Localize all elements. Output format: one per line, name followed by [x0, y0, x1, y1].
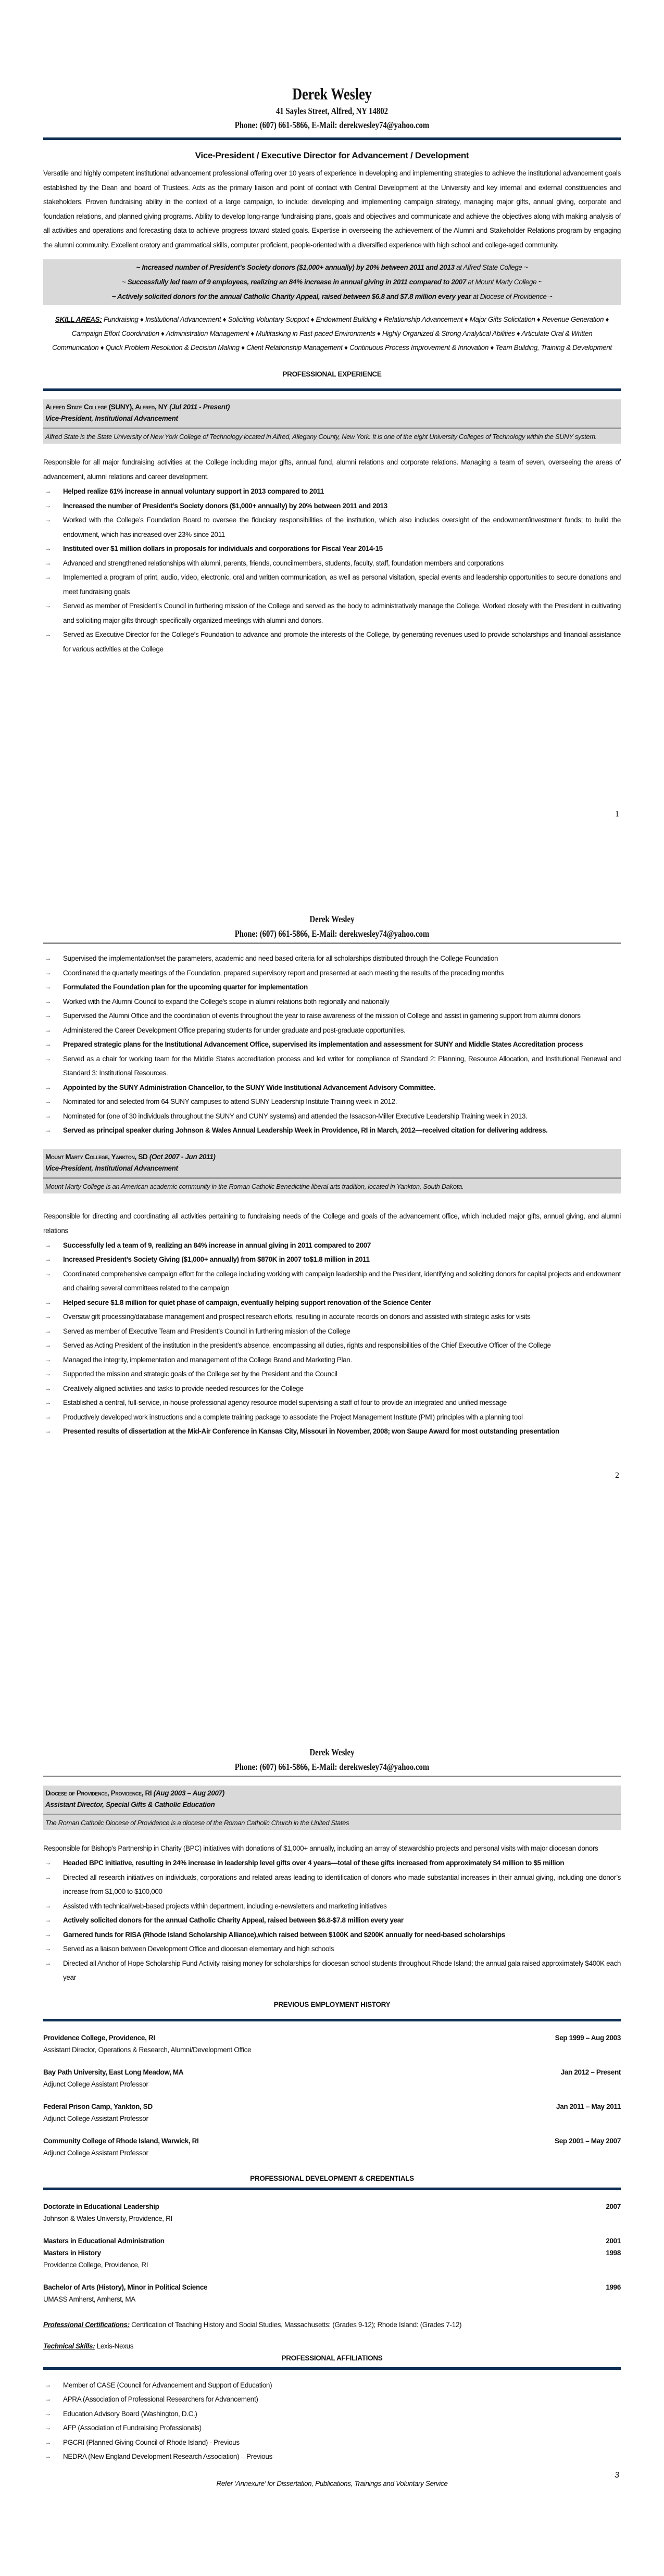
achievement-item: → Assisted with technical/web-based projects within department, including e-newsletters and marketing initiatives — [43, 1899, 621, 1914]
education-entry — [43, 2201, 621, 2225]
achievement-item: → Garnered funds for RISA (Rhode Island Scholarship Alliance),which raised between $100K and $200K annually for need-based scholarships — [43, 1928, 621, 1942]
achievement-item: → Coordinated the quarterly meetings of the Foundation, prepared supervisory report and presented at each meeting the results of the preceding months — [43, 966, 621, 981]
job-responsibilities: Responsible for directing and coordinating all activities pertaining to fundraising needs of the College and goals of the advancement office, which included major gifts, annual giving, and alumni relations — [43, 1212, 621, 1235]
job-title: Adjunct College Assistant Professor — [43, 2148, 148, 2157]
technical-skills: Technical Skills: Lexis-Nexus — [43, 2342, 134, 2350]
degree-name: Doctorate in Educational Leadership — [43, 2202, 159, 2210]
achievement-item: → Established a central, full-service, in-house professional agency resource model supervising a staff of four to provide an integrated and unified message — [43, 1396, 621, 1410]
employer-description: The Roman Catholic Diocese of Providence is a diocese of the Roman Catholic Church in the United States — [45, 1819, 349, 1827]
professional-certifications: Professional Certifications: Certification of Teaching History and Social Studies, Massachusetts: (Grades 9-12); Rhode Island: (Grades 7-12) — [43, 2320, 462, 2329]
achievement-item: → Creatively aligned activities and tasks to provide needed resources for the College — [43, 1381, 621, 1396]
achievement-item: → Helped realize 61% increase in annual voluntary support in 2013 compared to 2011 — [43, 484, 621, 499]
section-divider — [43, 2019, 621, 2021]
degree-year: 1998 — [606, 2248, 621, 2257]
education-entry — [43, 2281, 621, 2305]
resume-title: Vice-President / Executive Director for Advancement / Development — [195, 150, 469, 160]
affiliation-item: → APRA (Association of Professional Researchers for Advancement) — [43, 2392, 621, 2407]
achievement-item: → Actively solicited donors for the annual Catholic Charity Appeal, raised between $6.8-$7.8 million every year — [43, 1913, 621, 1928]
achievement-item: → Served as a chair for working team for the Middle States accreditation process and led writer for compliance of Standard 2: Planning, Resource Allocation, and Institutional Renewal and Standard 3: Institutional Resources. — [43, 1052, 621, 1080]
job-title: Adjunct College Assistant Professor — [43, 2114, 148, 2122]
employer-name: Mount Marty College, Yankton, SD — [45, 1152, 148, 1161]
degree-name: Bachelor of Arts (History), Minor in Political Science — [43, 2283, 208, 2291]
job-title: Assistant Director, Special Gifts & Catholic Education — [45, 1801, 215, 1808]
previous-employment-entry — [43, 2135, 621, 2159]
affiliation-item: → AFP (Association of Fundraising Professionals) — [43, 2421, 621, 2435]
achievement-item: → Increased the number of President’s Society donors ($1,000+ annually) by 20% between 2011 and 2013 — [43, 499, 621, 513]
candidate-contact: Phone: (607) 661-5866, E-Mail: derekwesley74@yahoo.com — [234, 928, 430, 939]
employment-dates: Sep 1999 – Aug 2003 — [555, 2033, 621, 2042]
job-responsibilities: Responsible for all major fundraising activities at the College including major gifts, annual fund, alumni relations and corporate relations. Managing a team of seven, overseeing the areas of advancement, alumni relations and career development. — [43, 458, 621, 481]
achievement-item: → Served as Acting President of the institution in the president’s absence, encompassing all duties, rights and responsibilities of the Chief Executive Officer of the College — [43, 1338, 621, 1353]
achievement-item: → Appointed by the SUNY Administration Chancellor, to the SUNY Wide Institutional Advancement Advisory Committee. — [43, 1080, 621, 1095]
achievement-item: → Headed BPC initiative, resulting in 24% increase in leadership level gifts over 4 years—total of these gifts increased from approximately $4 million to $5 million — [43, 1856, 621, 1870]
affiliation-item: → Member of CASE (Council for Advancement and Support of Education) — [43, 2378, 621, 2393]
degree-year: 1996 — [606, 2283, 621, 2291]
employer-name: Community College of Rhode Island, Warwick, RI — [43, 2137, 199, 2145]
achievement-item: → Supervised the implementation/set the parameters, academic and need based criteria for all scholarships distributed through the College Foundation — [43, 951, 621, 966]
previous-employment-entry — [43, 2101, 621, 2125]
employer-description: Alfred State is the State University of New York College of Technology located in Alfred, Allegany County, New York. It is one of the eight University Colleges of Technology within the SUNY system. — [45, 433, 597, 441]
achievement-item: → Formulated the Foundation plan for the upcoming quarter for implementation — [43, 980, 621, 995]
highlight-item: ~ Increased number of President’s Society donors ($1,000+ annually) by 20% between 2011 and 2013 at Alfred State College ~ — [136, 263, 528, 271]
achievement-item: → Supervised the Alumni Office and the coordination of events throughout the year to raise awareness of the mission of College and assist in garnering support from alumni donors — [43, 1009, 621, 1023]
employment-dates: (Jul 2011 - Present) — [169, 403, 230, 411]
institution-name: Johnson & Wales University, Providence, RI — [43, 2214, 172, 2222]
job-achievements — [43, 1238, 621, 1439]
section-title-development: PROFESSIONAL DEVELOPMENT & CREDENTIALS — [250, 2174, 414, 2182]
page-number: 1 — [615, 810, 619, 819]
job-responsibilities: Responsible for Bishop’s Partnership in Charity (BPC) initiatives with donations of $1,000+ annually, including an array of stewardship projects and personal visits with major diocesan donors — [43, 1844, 598, 1852]
degree-name: Masters in History — [43, 2248, 101, 2257]
skill-areas-label: SKILL AREAS: — [55, 316, 102, 323]
candidate-name: Derek Wesley — [309, 1747, 355, 1757]
candidate-name: Derek Wesley — [309, 914, 355, 924]
page-number: 2 — [615, 1471, 619, 1480]
achievement-item: → Worked with the Alumni Council to expand the College’s scope in alumni relations both regionally and nationally — [43, 995, 621, 1009]
education-list — [43, 2201, 621, 2305]
institution-name: UMASS Amherst, Amherst, MA — [43, 2295, 135, 2303]
job-header-diocese — [43, 1786, 621, 1830]
highlights-box — [43, 259, 621, 305]
affiliation-item: → Education Advisory Board (Washington, D.C.) — [43, 2407, 621, 2421]
job-title: Vice-President, Institutional Advancement — [45, 1164, 178, 1172]
employer-name: Alfred State College (SUNY), Alfred, NY — [45, 403, 168, 411]
affiliation-item: → PGCRI (Planned Giving Council of Rhode Island) - Previous — [43, 2435, 621, 2450]
affiliations-list — [43, 2378, 621, 2464]
job-achievements-continued — [43, 951, 621, 1138]
section-title-experience: PROFESSIONAL EXPERIENCE — [282, 370, 382, 378]
achievement-item: → Oversaw gift processing/database management and prospect research efforts, resulting in accurate records on donors and assisted with strategic asks for visits — [43, 1310, 621, 1324]
candidate-name: Derek Wesley — [292, 84, 372, 103]
header-divider — [43, 1776, 621, 1777]
achievement-item: → Presented results of dissertation at the Mid-Air Conference in Kansas City, Missouri in November, 2008; won Saupe Award for most outstanding presentation — [43, 1424, 621, 1439]
achievement-item: → Served as principal speaker during Johnson & Wales Annual Leadership Week in Providence, RI in March, 2012—received citation for delivering address. — [43, 1123, 621, 1138]
section-divider — [43, 2188, 621, 2190]
candidate-contact: Phone: (607) 661-5866, E-Mail: derekwesley74@yahoo.com — [234, 120, 430, 130]
previous-employment-entry — [43, 2032, 621, 2056]
degree-year: 2007 — [606, 2202, 621, 2210]
education-entry — [43, 2235, 621, 2271]
achievement-item: → Successfully led a team of 9, realizing an 84% increase in annual giving in 2011 compared to 2007 — [43, 1238, 621, 1253]
achievement-item: → Served as Executive Director for the College’s Foundation to advance and promote the interests of the College, by generating revenues used to provide scholarships and financial assistance for various activities at the College — [43, 627, 621, 656]
affiliation-item: → NEDRA (New England Development Research Association) – Previous — [43, 2449, 621, 2464]
previous-employment-list — [43, 2032, 621, 2159]
page-3 — [0, 1656, 664, 2576]
achievement-item: → Served as member of President’s Council in furthering mission of the College and served as the body to administratively manage the College. Worked closely with the President in cultivating and soliciting major gifts through specifically organized meetings with alumni and donors. — [43, 599, 621, 627]
job-title: Vice-President, Institutional Advancement — [45, 414, 178, 422]
employer-name: Federal Prison Camp, Yankton, SD — [43, 2102, 153, 2110]
job-header-mount-marty — [43, 1149, 621, 1193]
achievement-item: → Worked with the College’s Foundation Board to oversee the fiduciary responsibilities of the institution, which also includes oversight of the endowment/investment funds; to build the endowment, which has increased over 23% since 2011 — [43, 513, 621, 542]
previous-employment-entry — [43, 2066, 621, 2090]
employer-name: Diocese of Providence, Providence, RI — [45, 1789, 152, 1797]
achievement-item: → Helped secure $1.8 million for quiet phase of campaign, eventually helping support renovation of the Science Center — [43, 1296, 621, 1310]
achievement-item: → Nominated for (one of 30 individuals throughout the SUNY and CUNY systems) and attended the Issacson-Miller Executive Leadership Training week in 2013. — [43, 1109, 621, 1124]
candidate-address: 41 Sayles Street, Alfred, NY 14802 — [276, 106, 388, 116]
section-divider — [43, 388, 621, 391]
job-title: Adjunct College Assistant Professor — [43, 2080, 148, 2088]
achievement-item: → Productively developed work instructions and a complete training package to associate the Project Management Institute (PMI) principles with a planning tool — [43, 1410, 621, 1425]
page-2 — [0, 828, 664, 1656]
job-title: Assistant Director, Operations & Research, Alumni/Development Office — [43, 2045, 252, 2054]
page-1 — [0, 0, 664, 828]
achievement-item: → Prepared strategic plans for the Institutional Advancement Office, supervised its implementation and assessment for SUNY and Middle States Accreditation process — [43, 1037, 621, 1052]
achievement-item: → Advanced and strengthened relationships with alumni, parents, friends, councilmembers, students, faculty, staff, foundation members and corporations — [43, 556, 621, 571]
employment-dates: Sep 2001 – May 2007 — [555, 2137, 621, 2145]
job-achievements — [43, 1856, 621, 1985]
page-number: 3 — [615, 2471, 619, 2480]
skill-areas-list: Fundraising ♦ Institutional Advancement ♦ Soliciting Voluntary Support ♦ Endowment Building ♦ Relationship Advancement ♦ Major Gifts Solicitation ♦ Revenue Generation ♦ Campaign Effort Coordination ♦ Administration Management ♦ Multitasking in Fast-paced Environments ♦ Highly Organized & Strong Analytical Abilities ♦ Articulate Oral & Written Communication ♦ Quick Problem Resolution & Decision Making ♦ Client Relationship Management ♦ Continuous Process Improvement & Innovation ♦ Team Building, Training & Development — [52, 316, 612, 351]
achievement-item: → Nominated for and selected from 64 SUNY campuses to attend SUNY Leadership Institute Training week in 2012. — [43, 1095, 621, 1109]
achievement-item: → Served as a liaison between Development Office and diocesan elementary and high schools — [43, 1942, 621, 1956]
job-header-divider — [43, 1177, 621, 1179]
job-achievements — [43, 484, 621, 656]
achievement-item: → Served as member of Executive Team and President’s Council in furthering mission of the College — [43, 1324, 621, 1339]
employer-name: Providence College, Providence, RI — [43, 2033, 155, 2042]
employment-dates: (Aug 2003 – Aug 2007) — [153, 1789, 224, 1797]
job-header-divider — [43, 428, 621, 429]
employer-name: Bay Path University, East Long Meadow, MA — [43, 2068, 184, 2076]
job-header-divider — [43, 1814, 621, 1815]
achievement-item: → Administered the Career Development Office preparing students for under graduate and post-graduate opportunities. — [43, 1023, 621, 1038]
achievement-item: → Implemented a program of print, audio, video, electronic, oral and written communication, as well as personal visitation, special events and leadership opportunities to secure donations and meet fundraising goals — [43, 570, 621, 599]
section-title-affiliations: PROFESSIONAL AFFILIATIONS — [281, 2354, 383, 2362]
degree-name: Masters in Educational Administration — [43, 2236, 165, 2245]
achievement-item: → Coordinated comprehensive campaign effort for the college including working with campaign leadership and the President, identifying and soliciting donors for capital projects and endowment and chairing several committees related to the campaign — [43, 1267, 621, 1296]
annexure-note: Refer ‘Annexure’ for Dissertation, Publications, Trainings and Voluntary Service — [216, 2479, 448, 2487]
achievement-item: → Managed the integrity, implementation and management of the College Brand and Marketing Plan. — [43, 1353, 621, 1367]
achievement-item: → Instituted over $1 million dollars in proposals for individuals and corporations for Fiscal Year 2014-15 — [43, 542, 621, 556]
achievement-item: → Supported the mission and strategic goals of the College set by the President and the Council — [43, 1367, 621, 1381]
degree-year: 2001 — [606, 2236, 621, 2245]
employment-dates: Jan 2012 – Present — [560, 2068, 621, 2076]
achievement-item: → Directed all Anchor of Hope Scholarship Fund Activity raising money for scholarships for diocesan school students throughout Rhode Island; the annual gala raised approximately $400K each year — [43, 1956, 621, 1985]
header-divider — [43, 137, 621, 140]
highlight-item: ~ Successfully led team of 9 employees, realizing an 84% increase in annual giving in 2011 compared to 2007 at Mount Marty College ~ — [121, 278, 543, 286]
professional-summary: Versatile and highly competent institutional advancement professional offering over 10 years of experience in developing and implementing strategies to achieve the institutional advancement goals established by the Dean and board of Trustees. Acts as the primary liaison and point of contact with Central Development at the University and key internal and external constituencies and stakeholders. Proven fundraising ability in the context of a large campaign, to include: developing and implementing campaign strategy, managing major gifts, annual giving, corporate and foundation relations, and planned giving programs. Ability to develop long-range fundraising plans, goals and objectives and communicate and achieve the objectives along with making analysis of all activities and operations and forecasting data to achieve progress toward stated goals. Expertise in overseeing the achievement of the Alumni and Stakeholder Relations program by engaging the alumni community. Excellent oratory and grammatical skills, computer proficient, people-oriented with a diversified experience with high school and college-aged community. — [43, 169, 621, 249]
job-header-alfred — [43, 399, 621, 444]
institution-name: Providence College, Providence, RI — [43, 2260, 148, 2269]
achievement-item: → Increased President’s Society Giving ($1,000+ annually) from $870K in 2007 to$1.8 million in 2011 — [43, 1252, 621, 1267]
highlight-item: ~ Actively solicited donors for the annual Catholic Charity Appeal, raised between $6.8 and $7.8 million every year at Diocese of Providence ~ — [111, 293, 553, 300]
achievement-item: → Directed all research initiatives on individuals, corporations and related areas leading to identification of donors who made substantial increases in their annual giving, including one donor’s increase from $1,000 to $100,000 — [43, 1870, 621, 1899]
section-title-previous: PREVIOUS EMPLOYMENT HISTORY — [273, 2000, 391, 2008]
employment-dates: Jan 2011 – May 2011 — [556, 2102, 621, 2110]
employment-dates: (Oct 2007 - Jun 2011) — [149, 1152, 216, 1161]
candidate-contact: Phone: (607) 661-5866, E-Mail: derekwesley74@yahoo.com — [234, 1762, 430, 1772]
employer-description: Mount Marty College is an American academic community in the Roman Catholic Benedictine liberal arts tradition, located in Yankton, South Dakota. — [45, 1182, 464, 1190]
skill-areas — [43, 312, 621, 355]
